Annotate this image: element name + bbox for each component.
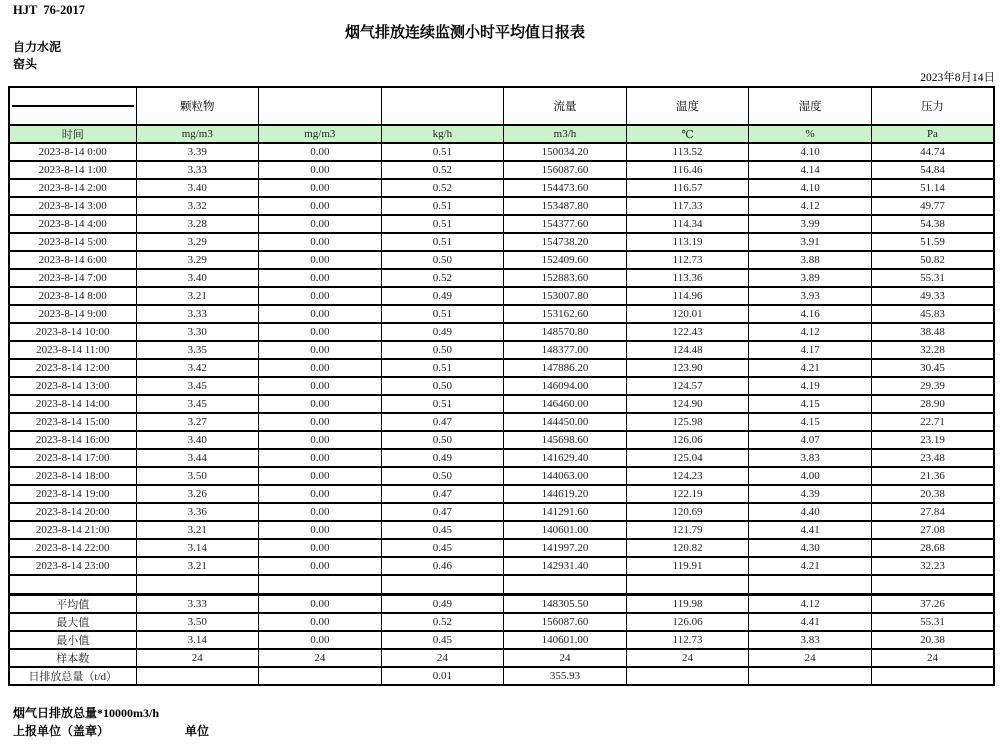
value-cell: 4.15 <box>749 395 872 413</box>
unit-celsius: ℃ <box>626 125 749 143</box>
summary-row-label: 最小值 <box>9 631 136 649</box>
value-cell <box>136 667 259 685</box>
value-cell: 3.32 <box>136 197 259 215</box>
value-cell: 4.15 <box>749 413 872 431</box>
hour-row <box>9 485 994 503</box>
value-cell: 0.47 <box>381 413 504 431</box>
value-cell: 4.19 <box>749 377 872 395</box>
value-cell: 0.00 <box>259 521 382 539</box>
value-cell: 122.19 <box>626 485 749 503</box>
value-cell: 3.39 <box>136 143 259 161</box>
value-cell: 27.84 <box>871 503 994 521</box>
hour-row <box>9 467 994 485</box>
unit-m3h: m3/h <box>504 125 627 143</box>
value-cell: 3.44 <box>136 449 259 467</box>
value-cell: 3.30 <box>136 323 259 341</box>
value-cell: 0.00 <box>259 377 382 395</box>
hour-row <box>9 413 994 431</box>
value-cell: 0.49 <box>381 449 504 467</box>
hour-row-label: 2023-8-14 0:00 <box>9 143 136 161</box>
value-cell: 3.21 <box>136 287 259 305</box>
value-cell: 3.26 <box>136 485 259 503</box>
value-cell: 3.50 <box>136 613 259 631</box>
company-name: 自力水泥 <box>13 40 62 54</box>
hour-row <box>9 395 994 413</box>
value-cell: 140601.00 <box>504 521 627 539</box>
value-cell: 0.00 <box>259 269 382 287</box>
value-cell: 0.01 <box>381 667 504 685</box>
hour-row <box>9 557 994 575</box>
value-cell: 3.93 <box>749 287 872 305</box>
spacer-cell <box>871 575 994 595</box>
spacer-cell <box>136 575 259 595</box>
value-cell: 113.19 <box>626 233 749 251</box>
value-cell: 0.51 <box>381 215 504 233</box>
hour-row-label: 2023-8-14 5:00 <box>9 233 136 251</box>
value-cell: 4.10 <box>749 143 872 161</box>
group-header-row <box>9 87 994 125</box>
value-cell: 4.17 <box>749 341 872 359</box>
station-name: 窑头 <box>13 57 38 71</box>
value-cell: 3.91 <box>749 233 872 251</box>
value-cell: 38.48 <box>871 323 994 341</box>
group-header-temperature: 温度 <box>626 87 749 125</box>
value-cell: 3.14 <box>136 631 259 649</box>
value-cell: 0.00 <box>259 595 382 614</box>
value-cell: 144619.20 <box>504 485 627 503</box>
spacer-cell <box>749 575 872 595</box>
value-cell: 0.51 <box>381 359 504 377</box>
hour-row <box>9 503 994 521</box>
value-cell: 144450.00 <box>504 413 627 431</box>
spacer-cell <box>626 575 749 595</box>
value-cell: 3.33 <box>136 595 259 614</box>
unit-header-row <box>9 125 994 143</box>
value-cell: 0.00 <box>259 613 382 631</box>
value-cell: 0.52 <box>381 269 504 287</box>
value-cell: 3.40 <box>136 431 259 449</box>
value-cell: 50.82 <box>871 251 994 269</box>
value-cell: 3.14 <box>136 539 259 557</box>
hour-row <box>9 233 994 251</box>
value-cell: 4.14 <box>749 161 872 179</box>
spacer-cell <box>504 575 627 595</box>
unit-mgm3-1: mg/m3 <box>136 125 259 143</box>
value-cell: 3.40 <box>136 269 259 287</box>
value-cell: 148570.80 <box>504 323 627 341</box>
value-cell: 54.84 <box>871 161 994 179</box>
value-cell: 0.00 <box>259 305 382 323</box>
value-cell: 3.21 <box>136 521 259 539</box>
value-cell: 0.00 <box>259 197 382 215</box>
value-cell: 51.59 <box>871 233 994 251</box>
value-cell: 0.00 <box>259 449 382 467</box>
value-cell: 154377.60 <box>504 215 627 233</box>
value-cell: 4.10 <box>749 179 872 197</box>
hour-row <box>9 269 994 287</box>
value-cell: 148305.50 <box>504 595 627 614</box>
value-cell: 20.38 <box>871 485 994 503</box>
value-cell: 4.00 <box>749 467 872 485</box>
unit-pa: Pa <box>871 125 994 143</box>
value-cell: 153487.80 <box>504 197 627 215</box>
time-header-top <box>12 89 134 107</box>
value-cell: 0.51 <box>381 197 504 215</box>
value-cell: 152883.60 <box>504 269 627 287</box>
summary-row-label: 平均值 <box>9 595 136 614</box>
value-cell: 141997.20 <box>504 539 627 557</box>
value-cell: 0.00 <box>259 215 382 233</box>
summary-row-label: 样本数 <box>9 649 136 667</box>
hour-row-label: 2023-8-14 11:00 <box>9 341 136 359</box>
value-cell: 37.26 <box>871 595 994 614</box>
hour-row <box>9 161 994 179</box>
value-cell: 0.00 <box>259 341 382 359</box>
report-title: 烟气排放连续监测小时平均值日报表 <box>344 25 585 41</box>
hour-row <box>9 521 994 539</box>
value-cell: 146094.00 <box>504 377 627 395</box>
value-cell: 117.33 <box>626 197 749 215</box>
value-cell: 0.00 <box>259 503 382 521</box>
value-cell: 24 <box>871 649 994 667</box>
value-cell: 4.30 <box>749 539 872 557</box>
summary-row <box>9 667 994 685</box>
value-cell: 24 <box>381 649 504 667</box>
value-cell: 0.00 <box>259 251 382 269</box>
value-cell: 44.74 <box>871 143 994 161</box>
summary-row <box>9 613 994 631</box>
value-cell: 0.46 <box>381 557 504 575</box>
summary-row <box>9 595 994 614</box>
unit-time: 时间 <box>9 125 136 143</box>
value-cell: 152409.60 <box>504 251 627 269</box>
group-header-particulate: 颗粒物 <box>136 87 259 125</box>
value-cell: 0.45 <box>381 539 504 557</box>
value-cell: 0.51 <box>381 233 504 251</box>
value-cell: 0.00 <box>259 323 382 341</box>
value-cell: 126.06 <box>626 431 749 449</box>
time-header-split-cell <box>9 87 136 125</box>
value-cell: 4.07 <box>749 431 872 449</box>
value-cell: 0.49 <box>381 287 504 305</box>
value-cell: 4.12 <box>749 595 872 614</box>
value-cell: 125.98 <box>626 413 749 431</box>
group-header-humidity: 湿度 <box>749 87 872 125</box>
hour-row-label: 2023-8-14 19:00 <box>9 485 136 503</box>
value-cell: 120.69 <box>626 503 749 521</box>
value-cell: 112.73 <box>626 251 749 269</box>
group-header-flow: 流量 <box>504 87 627 125</box>
unit-percent: % <box>749 125 872 143</box>
value-cell: 0.52 <box>381 179 504 197</box>
unit-kgh: kg/h <box>381 125 504 143</box>
hour-row-label: 2023-8-14 6:00 <box>9 251 136 269</box>
value-cell: 141291.60 <box>504 503 627 521</box>
time-header-bottom <box>12 107 134 123</box>
hour-row-label: 2023-8-14 7:00 <box>9 269 136 287</box>
value-cell: 3.83 <box>749 449 872 467</box>
hour-row-label: 2023-8-14 17:00 <box>9 449 136 467</box>
hour-row <box>9 287 994 305</box>
value-cell: 3.28 <box>136 215 259 233</box>
value-cell: 29.39 <box>871 377 994 395</box>
value-cell: 28.68 <box>871 539 994 557</box>
value-cell: 3.21 <box>136 557 259 575</box>
value-cell: 4.41 <box>749 613 872 631</box>
unit-mgm3-2: mg/m3 <box>259 125 382 143</box>
hour-row-label: 2023-8-14 8:00 <box>9 287 136 305</box>
hour-row <box>9 143 994 161</box>
hour-row-label: 2023-8-14 1:00 <box>9 161 136 179</box>
report-table <box>8 86 995 686</box>
value-cell: 3.29 <box>136 233 259 251</box>
hour-row <box>9 215 994 233</box>
value-cell: 156087.60 <box>504 161 627 179</box>
value-cell: 141629.40 <box>504 449 627 467</box>
value-cell: 3.33 <box>136 305 259 323</box>
value-cell: 0.00 <box>259 233 382 251</box>
spacer-cell <box>9 575 136 595</box>
value-cell: 126.06 <box>626 613 749 631</box>
value-cell: 0.50 <box>381 467 504 485</box>
value-cell: 125.04 <box>626 449 749 467</box>
value-cell: 355.93 <box>504 667 627 685</box>
hour-row-label: 2023-8-14 23:00 <box>9 557 136 575</box>
hour-row-label: 2023-8-14 2:00 <box>9 179 136 197</box>
hour-row-label: 2023-8-14 9:00 <box>9 305 136 323</box>
value-cell: 30.45 <box>871 359 994 377</box>
value-cell: 3.35 <box>136 341 259 359</box>
value-cell: 0.50 <box>381 431 504 449</box>
hour-row-label: 2023-8-14 14:00 <box>9 395 136 413</box>
value-cell: 28.90 <box>871 395 994 413</box>
hour-row-label: 2023-8-14 21:00 <box>9 521 136 539</box>
value-cell: 140601.00 <box>504 631 627 649</box>
value-cell: 0.45 <box>381 631 504 649</box>
value-cell: 0.00 <box>259 467 382 485</box>
value-cell: 153007.80 <box>504 287 627 305</box>
summary-row <box>9 631 994 649</box>
value-cell: 112.73 <box>626 631 749 649</box>
value-cell: 154738.20 <box>504 233 627 251</box>
value-cell <box>871 667 994 685</box>
value-cell: 3.29 <box>136 251 259 269</box>
value-cell: 4.39 <box>749 485 872 503</box>
value-cell: 0.00 <box>259 395 382 413</box>
hour-row-label: 2023-8-14 4:00 <box>9 215 136 233</box>
value-cell: 22.71 <box>871 413 994 431</box>
value-cell: 144063.00 <box>504 467 627 485</box>
hour-row <box>9 449 994 467</box>
value-cell: 124.23 <box>626 467 749 485</box>
value-cell: 55.31 <box>871 269 994 287</box>
value-cell: 120.01 <box>626 305 749 323</box>
value-cell: 0.51 <box>381 305 504 323</box>
value-cell: 113.52 <box>626 143 749 161</box>
hour-row <box>9 359 994 377</box>
value-cell: 0.47 <box>381 485 504 503</box>
value-cell: 0.50 <box>381 251 504 269</box>
value-cell: 113.36 <box>626 269 749 287</box>
value-cell: 0.00 <box>259 287 382 305</box>
value-cell: 3.40 <box>136 179 259 197</box>
reporting-unit-label: 上报单位（盖章） <box>13 724 110 738</box>
value-cell: 124.90 <box>626 395 749 413</box>
value-cell: 0.51 <box>381 143 504 161</box>
value-cell: 0.00 <box>259 143 382 161</box>
hour-row <box>9 377 994 395</box>
value-cell: 3.50 <box>136 467 259 485</box>
value-cell: 0.51 <box>381 395 504 413</box>
value-cell: 4.12 <box>749 323 872 341</box>
value-cell: 3.33 <box>136 161 259 179</box>
value-cell: 156087.60 <box>504 613 627 631</box>
value-cell: 114.96 <box>626 287 749 305</box>
value-cell: 32.28 <box>871 341 994 359</box>
hour-row <box>9 323 994 341</box>
hour-row <box>9 539 994 557</box>
value-cell: 3.45 <box>136 395 259 413</box>
value-cell: 3.45 <box>136 377 259 395</box>
value-cell: 54.38 <box>871 215 994 233</box>
value-cell: 55.31 <box>871 613 994 631</box>
value-cell: 0.00 <box>259 359 382 377</box>
value-cell: 24 <box>626 649 749 667</box>
value-cell: 0.49 <box>381 323 504 341</box>
group-header-empty-2 <box>381 87 504 125</box>
hour-row-label: 2023-8-14 16:00 <box>9 431 136 449</box>
value-cell: 0.52 <box>381 161 504 179</box>
value-cell: 4.16 <box>749 305 872 323</box>
value-cell: 3.83 <box>749 631 872 649</box>
hour-row-label: 2023-8-14 10:00 <box>9 323 136 341</box>
value-cell: 51.14 <box>871 179 994 197</box>
value-cell: 0.45 <box>381 521 504 539</box>
value-cell: 3.27 <box>136 413 259 431</box>
hour-row-label: 2023-8-14 12:00 <box>9 359 136 377</box>
value-cell: 3.36 <box>136 503 259 521</box>
hour-row <box>9 431 994 449</box>
group-header-empty-1 <box>259 87 382 125</box>
value-cell: 146460.00 <box>504 395 627 413</box>
unit-label: 单位 <box>185 724 210 738</box>
value-cell: 122.43 <box>626 323 749 341</box>
value-cell: 24 <box>749 649 872 667</box>
value-cell: 24 <box>259 649 382 667</box>
value-cell: 116.46 <box>626 161 749 179</box>
value-cell: 23.19 <box>871 431 994 449</box>
value-cell: 21.36 <box>871 467 994 485</box>
hour-row-label: 2023-8-14 20:00 <box>9 503 136 521</box>
value-cell: 0.00 <box>259 631 382 649</box>
value-cell: 124.48 <box>626 341 749 359</box>
hour-row <box>9 251 994 269</box>
standard-code: HJT 76-2017 <box>13 3 85 17</box>
value-cell: 0.00 <box>259 557 382 575</box>
value-cell: 116.57 <box>626 179 749 197</box>
value-cell: 4.40 <box>749 503 872 521</box>
value-cell <box>259 667 382 685</box>
hour-row-label: 2023-8-14 13:00 <box>9 377 136 395</box>
value-cell: 153162.60 <box>504 305 627 323</box>
value-cell: 0.47 <box>381 503 504 521</box>
group-header-pressure: 压力 <box>871 87 994 125</box>
value-cell: 4.41 <box>749 521 872 539</box>
value-cell: 148377.00 <box>504 341 627 359</box>
hour-row <box>9 197 994 215</box>
value-cell: 142931.40 <box>504 557 627 575</box>
value-cell: 3.89 <box>749 269 872 287</box>
value-cell: 24 <box>136 649 259 667</box>
value-cell: 3.88 <box>749 251 872 269</box>
value-cell: 0.49 <box>381 595 504 614</box>
hour-row-label: 2023-8-14 15:00 <box>9 413 136 431</box>
value-cell: 0.50 <box>381 377 504 395</box>
hour-row-label: 2023-8-14 22:00 <box>9 539 136 557</box>
value-cell: 3.42 <box>136 359 259 377</box>
value-cell: 32.23 <box>871 557 994 575</box>
value-cell: 24 <box>504 649 627 667</box>
spacer-cell <box>381 575 504 595</box>
value-cell: 119.98 <box>626 595 749 614</box>
value-cell: 0.00 <box>259 539 382 557</box>
value-cell <box>749 667 872 685</box>
summary-row-label: 最大值 <box>9 613 136 631</box>
hour-row <box>9 341 994 359</box>
value-cell: 120.82 <box>626 539 749 557</box>
hour-row-label: 2023-8-14 3:00 <box>9 197 136 215</box>
value-cell: 20.38 <box>871 631 994 649</box>
value-cell: 150034.20 <box>504 143 627 161</box>
value-cell: 45.83 <box>871 305 994 323</box>
report-date: 2023年8月14日 <box>920 72 995 84</box>
daily-total-note: 烟气日排放总量*10000m3/h <box>13 706 160 720</box>
value-cell: 3.99 <box>749 215 872 233</box>
value-cell: 145698.60 <box>504 431 627 449</box>
value-cell: 4.12 <box>749 197 872 215</box>
spacer-cell <box>259 575 382 595</box>
hour-row-label: 2023-8-14 18:00 <box>9 467 136 485</box>
value-cell: 123.90 <box>626 359 749 377</box>
value-cell: 23.48 <box>871 449 994 467</box>
value-cell: 147886.20 <box>504 359 627 377</box>
value-cell: 27.08 <box>871 521 994 539</box>
value-cell: 124.57 <box>626 377 749 395</box>
hour-row <box>9 179 994 197</box>
value-cell: 49.33 <box>871 287 994 305</box>
summary-row-label: 日排放总量（t/d） <box>9 667 136 685</box>
value-cell: 0.00 <box>259 485 382 503</box>
value-cell: 0.50 <box>381 341 504 359</box>
value-cell: 119.91 <box>626 557 749 575</box>
value-cell: 0.00 <box>259 161 382 179</box>
value-cell: 0.00 <box>259 179 382 197</box>
value-cell: 49.77 <box>871 197 994 215</box>
summary-row <box>9 649 994 667</box>
hour-row <box>9 305 994 323</box>
spacer-row <box>9 575 994 595</box>
value-cell <box>626 667 749 685</box>
value-cell: 4.21 <box>749 557 872 575</box>
value-cell: 121.79 <box>626 521 749 539</box>
value-cell: 154473.60 <box>504 179 627 197</box>
value-cell: 0.00 <box>259 431 382 449</box>
value-cell: 114.34 <box>626 215 749 233</box>
value-cell: 0.00 <box>259 413 382 431</box>
value-cell: 4.21 <box>749 359 872 377</box>
value-cell: 0.52 <box>381 613 504 631</box>
